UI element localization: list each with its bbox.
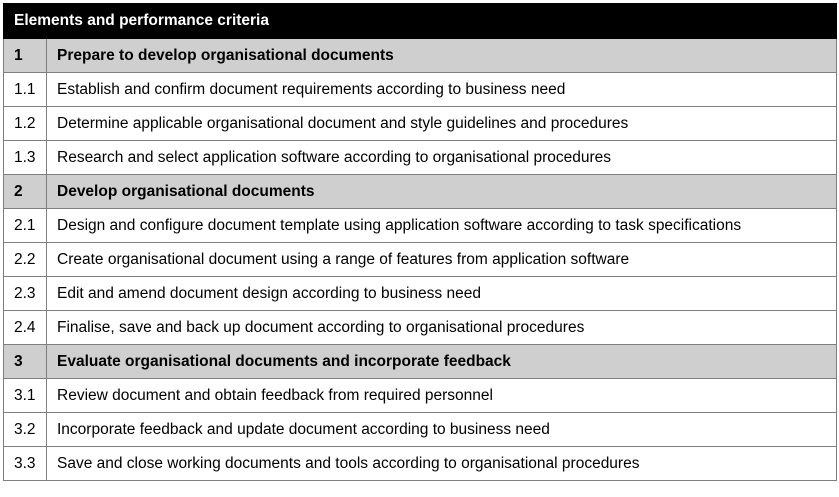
criterion-number: 1.1 [4, 73, 47, 107]
criterion-row [4, 379, 837, 413]
element-row [4, 345, 837, 379]
criterion-number: 1.2 [4, 107, 47, 141]
table-title: Elements and performance criteria [4, 4, 837, 39]
criterion-number: 2.4 [4, 311, 47, 345]
elements-criteria-table-wrapper [3, 3, 836, 481]
criterion-text: Review document and obtain feedback from required personnel [47, 379, 837, 413]
criterion-text: Research and select application software according to organisational procedures [47, 141, 837, 175]
criterion-row [4, 73, 837, 107]
element-label: Evaluate organisational documents and incorporate feedback [47, 345, 837, 379]
element-number: 1 [4, 39, 47, 73]
criterion-number: 3.3 [4, 447, 47, 481]
criterion-row [4, 243, 837, 277]
criterion-number: 2.1 [4, 209, 47, 243]
element-label: Develop organisational documents [47, 175, 837, 209]
elements-criteria-table [3, 3, 837, 481]
criterion-number: 1.3 [4, 141, 47, 175]
criterion-text: Determine applicable organisational document and style guidelines and procedures [47, 107, 837, 141]
criterion-text: Incorporate feedback and update document according to business need [47, 413, 837, 447]
criterion-row [4, 311, 837, 345]
criterion-row [4, 141, 837, 175]
element-number: 2 [4, 175, 47, 209]
element-number: 3 [4, 345, 47, 379]
criterion-text: Finalise, save and back up document according to organisational procedures [47, 311, 837, 345]
criterion-row [4, 413, 837, 447]
element-label: Prepare to develop organisational documents [47, 39, 837, 73]
criterion-number: 3.2 [4, 413, 47, 447]
criterion-number: 2.2 [4, 243, 47, 277]
criterion-row [4, 447, 837, 481]
criterion-row [4, 107, 837, 141]
criterion-number: 3.1 [4, 379, 47, 413]
criterion-text: Create organisational document using a range of features from application software [47, 243, 837, 277]
criterion-text: Design and configure document template using application software according to task specifications [47, 209, 837, 243]
criterion-text: Establish and confirm document requirements according to business need [47, 73, 837, 107]
criterion-row [4, 277, 837, 311]
criterion-text: Save and close working documents and tools according to organisational procedures [47, 447, 837, 481]
criterion-row [4, 209, 837, 243]
element-row [4, 175, 837, 209]
criterion-text: Edit and amend document design according to business need [47, 277, 837, 311]
table-title-row [4, 4, 837, 39]
element-row [4, 39, 837, 73]
criterion-number: 2.3 [4, 277, 47, 311]
